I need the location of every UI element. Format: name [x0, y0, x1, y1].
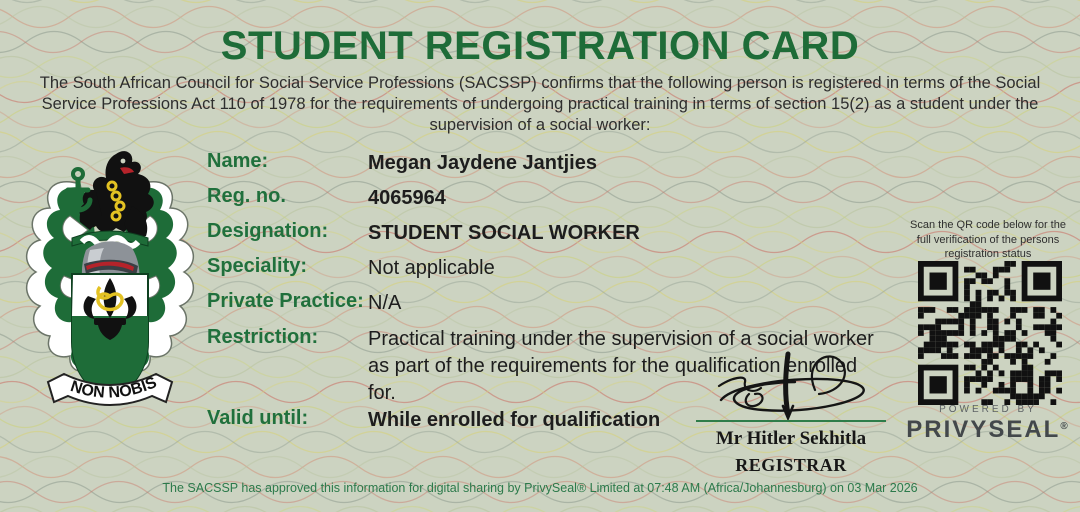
signature-block	[690, 348, 892, 476]
field-label: Speciality:	[207, 255, 308, 277]
powered-by-label: POWERED BY	[939, 404, 1037, 415]
approval-footer: The SACSSP has approved this information for digital sharing by PrivySeal® Limited at 07:48 AM (Africa/Johannesburg) on 03 Mar 2026	[162, 481, 918, 495]
qr-code	[918, 261, 1062, 405]
field-label: Designation:	[207, 220, 329, 242]
field-value: Not applicable	[368, 257, 495, 279]
page-title: STUDENT REGISTRATION CARD	[220, 24, 860, 68]
signature-line	[696, 420, 886, 422]
field-value: Megan Jaydene Jantjies	[368, 152, 597, 174]
field-value: N/A	[368, 292, 402, 314]
field-value: While enrolled for qualification	[368, 409, 661, 431]
field-label: Valid until:	[207, 407, 309, 429]
field-label: Reg. no.	[207, 185, 286, 207]
field-row-reg-no	[207, 185, 887, 212]
sacssp-coat-of-arms	[20, 146, 200, 418]
field-label: Name:	[207, 150, 269, 172]
field-row-designation	[207, 220, 887, 247]
field-label: Private Practice:	[207, 290, 364, 312]
field-label: Restriction:	[207, 326, 319, 348]
field-value: Practical training under the supervision of a social worker as part of the requirements for the qualification enrolled for.	[368, 328, 874, 404]
registrar-signature	[691, 348, 891, 420]
qr-caption: Scan the QR code below for the full verification of the persons registration status	[910, 219, 1066, 260]
field-value: 4065964	[368, 187, 446, 209]
field-row-speciality	[207, 255, 887, 282]
field-value: STUDENT SOCIAL WORKER	[368, 222, 640, 244]
registrar-name: Mr Hitler Sekhitla	[715, 428, 867, 449]
privyseal-logo: PRIVYSEAL®	[906, 416, 1070, 443]
field-row-private-practice	[207, 290, 887, 317]
anchor-icon	[66, 169, 90, 210]
intro-paragraph: The South African Council for Social Service Professions (SACSSP) confirms that the following person is registered in terms of the Social Service Professions Act 110 of 1978 for the requirements of undergoing practical training in terms of section 15(2) as a student under the supervision of a social worker:	[39, 74, 1041, 134]
motto-text: NON NOBIS	[68, 374, 160, 402]
registrar-title: REGISTRAR	[735, 455, 847, 475]
field-row-name	[207, 150, 887, 177]
